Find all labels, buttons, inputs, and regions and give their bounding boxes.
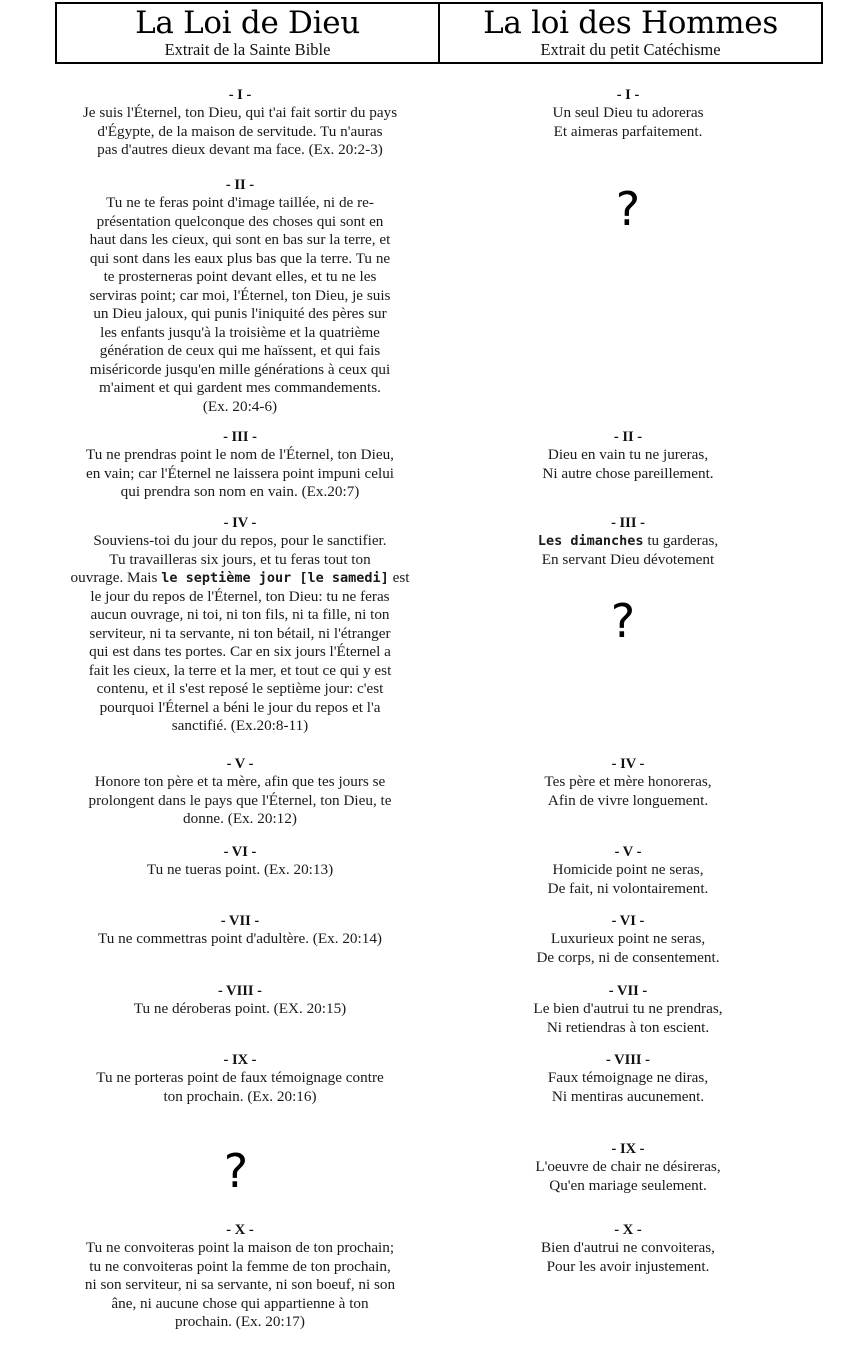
commandment-text: Le bien d'autrui tu ne prendras, Ni retiendras à ton escient. (533, 1000, 723, 1036)
left-commandment-3 (50, 428, 430, 502)
commandment-text (478, 532, 778, 569)
text-after: est le jour du repos de l'Éternel, ton Dieu: tu ne feras aucun ouvrage, ni toi, ni ton fils, ni ta fille, ni ton serviteur, ni ta servante, ni ton bétail, ni l'étranger qui est dans tes portes. Car en six jours l'Éternel a fait les cieux, la terre et la mer, et tout ce qui y est contenu, et il s'est reposé le septième jour: c'est pourquoi l'Éternel a béni le jour du repos et l'a sanctifié. (Ex.20:8-11) (88, 569, 410, 734)
commandment-numeral: - I - (228, 87, 252, 103)
commandment-numeral: - IX - (611, 1141, 645, 1157)
right-subtitle: Extrait du petit Catéchisme (540, 40, 721, 59)
commandment-text: Tu ne commettras point d'adultère. (Ex. 20:14) (98, 930, 382, 947)
commandment-numeral: - VIII - (605, 1052, 651, 1068)
commandment-numeral: - VIII - (217, 983, 263, 999)
commandment-text: L'oeuvre de chair ne désireras, Qu'en mariage seulement. (535, 1158, 721, 1194)
commandment-text: Dieu en vain tu ne jureras, Ni autre chose pareillement. (542, 446, 714, 482)
commandment-text: Tu ne te feras point d'image taillée, ni de re- présentation quelconque des choses qui sont en haut dans les cieux, qui sont en bas sur la terre, et qui sont dans les eaux plus bas que la terre. Tu ne te prosterneras point devant elles, et tu ne les serviras point; car moi, l'Éternel, ton Dieu, je suis un Dieu jaloux, qui punis l'iniquité des pères sur les enfants jusqu'à la troisième et la quatrième génération de ceux qui me haïssent, et qui fais miséricorde jusqu'en mille générations à ceux qui m'aiment et qui gardent mes commandements. (Ex. 20:4-6) (89, 194, 391, 415)
commandment-numeral: - III - (611, 515, 645, 531)
commandment-numeral: - II - (225, 177, 255, 193)
left-commandment-1 (50, 86, 430, 160)
commandment-numeral: - V - (226, 756, 254, 772)
commandment-text: Je suis l'Éternel, ton Dieu, qui t'ai fait sortir du pays d'Égypte, de la maison de servitude. Tu n'auras pas d'autres dieux devant ma face. (Ex. 20:2-3) (82, 104, 398, 158)
right-commandment-5 (478, 843, 778, 898)
commandment-numeral: - IX - (223, 1052, 257, 1068)
commandment-numeral: - VII - (608, 983, 648, 999)
commandment-text: Un seul Dieu tu adoreras Et aimeras parfaitement. (552, 104, 704, 140)
left-subtitle: Extrait de la Sainte Bible (164, 40, 331, 59)
commandment-numeral: - I - (616, 87, 640, 103)
header-table (55, 2, 823, 64)
left-commandment-9 (50, 1051, 430, 1106)
right-commandment-2 (478, 428, 778, 483)
header-left-cell (57, 4, 438, 62)
left-commandment-6 (50, 843, 430, 880)
commandment-text: Luxurieux point ne seras, De corps, ni de consentement. (536, 930, 720, 966)
commandment-numeral: - II - (613, 429, 643, 445)
commandment-text: Tes père et mère honoreras, Afin de vivre longuement. (544, 773, 712, 809)
commandment-text: Tu ne déroberas point. (EX. 20:15) (133, 1000, 347, 1017)
emphasis-sunday: Les dimanches (537, 533, 644, 549)
right-commandment-7 (478, 982, 778, 1037)
right-title: La loi des Hommes (483, 5, 778, 41)
left-commandment-10 (50, 1221, 430, 1332)
left-commandment-8 (50, 982, 430, 1019)
right-commandment-3 (478, 514, 778, 569)
commandment-numeral: - VI - (611, 913, 645, 929)
commandment-numeral: - III - (223, 429, 257, 445)
commandment-text: Tu ne prendras point le nom de l'Éternel, ton Dieu, en vain; car l'Éternel ne laissera point impuni celui qui prendra son nom en vain. (Ex.20:7) (85, 446, 395, 500)
right-commandment-6 (478, 912, 778, 967)
commandment-numeral: - IV - (223, 515, 257, 531)
left-commandment-2 (50, 176, 430, 416)
commandment-text: Bien d'autrui ne convoiteras, Pour les avoir injustement. (541, 1239, 715, 1275)
commandment-text: Tu ne porteras point de faux témoignage contre ton prochain. (Ex. 20:16) (96, 1069, 384, 1105)
commandment-text: Homicide point ne seras, De fait, ni volontairement. (547, 861, 709, 897)
text-after: tu garderas, En servant Dieu dévotement (541, 532, 719, 568)
emphasis-sabbath: le septième jour [le samedi] (161, 570, 389, 586)
question-mark-icon: ? (615, 182, 641, 236)
question-mark-icon: ? (223, 1144, 249, 1198)
right-commandment-4 (478, 755, 778, 810)
right-commandment-8 (478, 1051, 778, 1106)
commandment-text (50, 532, 430, 736)
commandment-numeral: - VI - (223, 844, 257, 860)
commandment-numeral: - X - (614, 1222, 642, 1238)
left-commandment-5 (50, 755, 430, 829)
left-commandment-4 (50, 514, 430, 736)
commandment-numeral: - V - (614, 844, 642, 860)
commandment-text: Faux témoignage ne diras, Ni mentiras aucunement. (547, 1069, 709, 1105)
commandment-numeral: - IV - (611, 756, 645, 772)
left-commandment-7 (50, 912, 430, 949)
commandment-numeral: - VII - (220, 913, 260, 929)
text-before: Souviens-toi du jour du repos, pour le sanctifier. Tu travailleras six jours, et tu feras tout ton ouvrage. Mais (70, 532, 387, 586)
question-mark-icon: ? (610, 594, 636, 648)
commandment-text: Tu ne convoiteras point la maison de ton prochain; tu ne convoiteras point la femme de ton prochain, ni son serviteur, ni sa servante, ni son boeuf, ni son âne, ni aucune chose qui appartienne à ton prochain. (Ex. 20:17) (84, 1239, 396, 1330)
right-commandment-9 (478, 1140, 778, 1195)
right-commandment-10 (478, 1221, 778, 1276)
commandment-text: Honore ton père et ta mère, afin que tes jours se prolongent dans le pays que l'Éternel, ton Dieu, te donne. (Ex. 20:12) (88, 773, 392, 827)
commandment-text: Tu ne tueras point. (Ex. 20:13) (146, 861, 334, 878)
header-right-cell (440, 4, 821, 62)
right-commandment-1 (478, 86, 778, 141)
left-title: La Loi de Dieu (135, 5, 360, 41)
commandment-numeral: - X - (226, 1222, 254, 1238)
